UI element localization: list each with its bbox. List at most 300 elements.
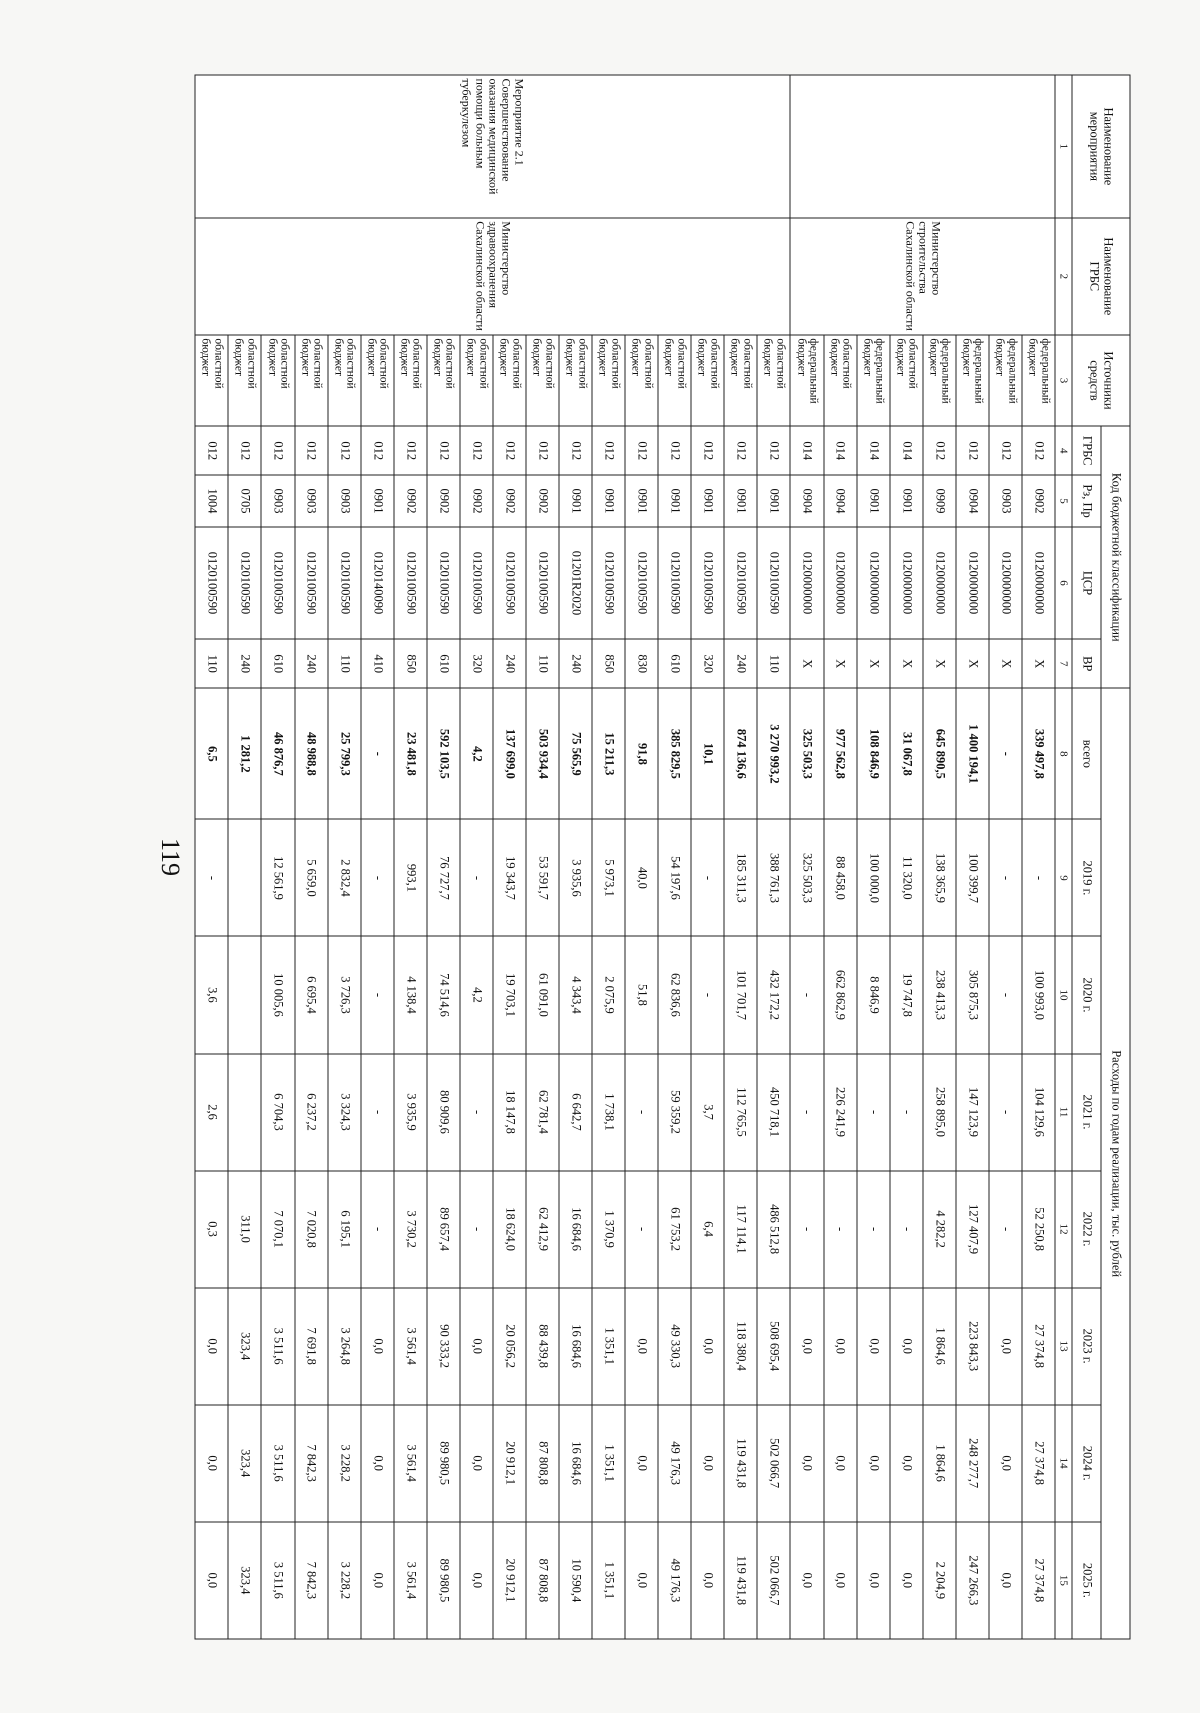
header-budget-code-group: Код бюджетной классификации [1101,426,1130,688]
total-cell: 23 481,8 [393,688,426,819]
vr-cell: X [1021,639,1054,688]
year-2025-cell: 0,0 [459,1521,492,1638]
year-2022-cell: - [856,1170,889,1287]
year-2025-cell: 3 228,2 [327,1521,360,1638]
year-2020-cell: 432 172,2 [757,936,790,1053]
csr-cell: 0120000000 [955,526,988,638]
year-2023-cell: 0,0 [360,1287,393,1404]
funding-source-cell: федеральный бюджет [790,334,823,425]
rzpr-cell: 0902 [426,475,459,527]
year-2025-cell: 1 351,1 [592,1521,625,1638]
year-2020-cell: - [360,936,393,1053]
year-2024-cell: 3 561,4 [393,1404,426,1521]
total-cell: 385 829,5 [658,688,691,819]
year-2025-cell: 0,0 [988,1521,1021,1638]
csr-cell: 0120000000 [922,526,955,638]
year-2024-cell: 248 277,7 [955,1404,988,1521]
year-2023-cell: 3 561,4 [393,1287,426,1404]
year-2019-cell: 88 458,0 [823,819,856,936]
header-vr: ВР [1072,639,1101,688]
year-2021-cell [228,1053,261,1170]
header-year: 2022 г. [1072,1170,1101,1287]
table-row [1021,75,1054,1639]
rzpr-cell: 0904 [955,475,988,527]
year-2025-cell: 87 808,8 [526,1521,559,1638]
year-2020-cell: - [691,936,724,1053]
vr-cell: X [823,639,856,688]
vr-cell: X [889,639,922,688]
year-2025-cell: 0,0 [691,1521,724,1638]
header-funding-source: Источники средств [1072,334,1130,425]
year-2021-cell: 62 781,4 [526,1053,559,1170]
funding-source-cell: областной бюджет [658,334,691,425]
rzpr-cell: 0904 [790,475,823,527]
year-2019-cell: 19 343,7 [492,819,525,936]
total-cell: - [988,688,1021,819]
vr-cell: 320 [459,639,492,688]
rzpr-cell: 0902 [393,475,426,527]
csr-cell: 0120100590 [195,526,228,638]
year-2023-cell: 0,0 [790,1287,823,1404]
year-2020-cell: 238 413,3 [922,936,955,1053]
csr-cell: 0120100590 [526,526,559,638]
activity-name-cell [790,75,1055,218]
csr-cell: 01201R2020 [559,526,592,638]
funding-source-cell: областной бюджет [261,334,294,425]
csr-cell: 0120100590 [261,526,294,638]
year-2025-cell: 0,0 [823,1521,856,1638]
page-number: 119 [156,837,185,876]
year-2019-cell: 3 935,6 [559,819,592,936]
column-number: 10 [1055,936,1072,1053]
csr-cell: 0120000000 [790,526,823,638]
vr-cell: 320 [691,639,724,688]
year-2023-cell: 0,0 [988,1287,1021,1404]
year-2022-cell: 127 407,9 [955,1170,988,1287]
grbs-code-cell: 012 [559,426,592,475]
activity-name-cell: Мероприятие 2.1 Совершенствование оказания медицинской помощи больным туберкулезом [195,75,791,218]
year-2022-cell: - [625,1170,658,1287]
csr-cell: 0120100590 [426,526,459,638]
year-2025-cell: 3 511,6 [261,1521,294,1638]
year-2025-cell: 7 842,3 [294,1521,327,1638]
year-2021-cell: 6 704,3 [261,1053,294,1170]
year-2019-cell: 5 659,0 [294,819,327,936]
total-cell: 503 934,4 [526,688,559,819]
grbs-code-cell: 012 [955,426,988,475]
column-number: 3 [1055,334,1072,425]
year-2023-cell: 3 264,8 [327,1287,360,1404]
year-2021-cell: - [856,1053,889,1170]
grbs-code-cell: 012 [757,426,790,475]
total-cell: 4,2 [459,688,492,819]
rzpr-cell: 0705 [228,475,261,527]
year-2023-cell: 3 511,6 [261,1287,294,1404]
funding-source-cell: федеральный бюджет [1021,334,1054,425]
year-2024-cell: 323,4 [228,1404,261,1521]
year-2022-cell: 18 624,0 [492,1170,525,1287]
year-2021-cell: 258 895,0 [922,1053,955,1170]
year-2022-cell: 7 020,8 [294,1170,327,1287]
vr-cell: 240 [559,639,592,688]
year-2019-cell: 12 561,9 [261,819,294,936]
header-year: 2025 г. [1072,1521,1101,1638]
year-2020-cell: 2 075,9 [592,936,625,1053]
year-2021-cell: 59 359,2 [658,1053,691,1170]
vr-cell: X [922,639,955,688]
year-2022-cell: - [988,1170,1021,1287]
column-number: 2 [1055,217,1072,334]
rzpr-cell: 0901 [889,475,922,527]
rzpr-cell: 0901 [559,475,592,527]
year-2021-cell: 3,7 [691,1053,724,1170]
year-2021-cell: - [459,1053,492,1170]
vr-cell: 830 [625,639,658,688]
year-2023-cell: 90 333,2 [426,1287,459,1404]
year-2025-cell: 89 980,5 [426,1521,459,1638]
year-2023-cell: 0,0 [195,1287,228,1404]
year-2019-cell: 2 832,4 [327,819,360,936]
total-cell: 1 400 194,1 [955,688,988,819]
year-2020-cell: 6 695,4 [294,936,327,1053]
year-2022-cell: 117 114,1 [724,1170,757,1287]
csr-cell: 0120000000 [889,526,922,638]
year-2019-cell: - [195,819,228,936]
csr-cell: 0120100590 [724,526,757,638]
rzpr-cell: 1004 [195,475,228,527]
total-cell: 325 503,3 [790,688,823,819]
vr-cell: 240 [724,639,757,688]
funding-source-cell: областной бюджет [426,334,459,425]
rzpr-cell: 0901 [856,475,889,527]
total-cell: 137 699,0 [492,688,525,819]
funding-source-cell: федеральный бюджет [988,334,1021,425]
year-2019-cell: 53 591,7 [526,819,559,936]
rzpr-cell: 0904 [823,475,856,527]
total-cell: 3 270 993,2 [757,688,790,819]
year-2025-cell: 0,0 [790,1521,823,1638]
vr-cell: 610 [261,639,294,688]
year-2023-cell: 16 684,6 [559,1287,592,1404]
year-2019-cell: 185 311,3 [724,819,757,936]
funding-source-cell: федеральный бюджет [856,334,889,425]
year-2021-cell: 3 935,9 [393,1053,426,1170]
year-2024-cell: 0,0 [625,1404,658,1521]
year-2025-cell: 0,0 [195,1521,228,1638]
year-2019-cell: 388 761,3 [757,819,790,936]
grbs-code-cell: 012 [261,426,294,475]
funding-source-cell: областной бюджет [757,334,790,425]
vr-cell: X [955,639,988,688]
year-2021-cell: 226 241,9 [823,1053,856,1170]
year-2024-cell: 0,0 [889,1404,922,1521]
year-2020-cell [228,936,261,1053]
year-2020-cell: - [790,936,823,1053]
vr-cell: 410 [360,639,393,688]
year-2019-cell: 5 973,1 [592,819,625,936]
vr-cell: 240 [228,639,261,688]
year-2023-cell: 118 380,4 [724,1287,757,1404]
year-2019-cell: - [988,819,1021,936]
csr-cell: 0120100590 [327,526,360,638]
funding-source-cell: федеральный бюджет [922,334,955,425]
grbs-code-cell: 012 [988,426,1021,475]
rzpr-cell: 0903 [261,475,294,527]
rzpr-cell: 0902 [1021,475,1054,527]
funding-source-cell: областной бюджет [889,334,922,425]
year-2021-cell: 18 147,8 [492,1053,525,1170]
year-2025-cell: 502 066,7 [757,1521,790,1638]
total-cell: 1 281,2 [228,688,261,819]
year-2020-cell: 62 836,6 [658,936,691,1053]
rzpr-cell: 0901 [724,475,757,527]
rzpr-cell: 0909 [922,475,955,527]
year-2020-cell: 100 993,0 [1021,936,1054,1053]
year-2025-cell: 0,0 [889,1521,922,1638]
grbs-code-cell: 012 [658,426,691,475]
funding-source-cell: областной бюджет [691,334,724,425]
year-2024-cell: 502 066,7 [757,1404,790,1521]
year-2020-cell: 662 862,9 [823,936,856,1053]
grbs-code-cell: 012 [922,426,955,475]
year-2024-cell: 0,0 [790,1404,823,1521]
year-2019-cell: - [1021,819,1054,936]
header-year: 2024 г. [1072,1404,1101,1521]
funding-source-cell: областной бюджет [592,334,625,425]
grbs-code-cell: 012 [592,426,625,475]
year-2024-cell: 119 431,8 [724,1404,757,1521]
funding-source-cell: областной бюджет [393,334,426,425]
year-2020-cell: 61 091,0 [526,936,559,1053]
rzpr-cell: 0901 [592,475,625,527]
total-cell: 25 799,3 [327,688,360,819]
vr-cell: X [856,639,889,688]
total-cell: 108 846,9 [856,688,889,819]
year-2022-cell: - [360,1170,393,1287]
year-2023-cell: 0,0 [625,1287,658,1404]
year-2019-cell: 100 000,0 [856,819,889,936]
funding-source-cell: федеральный бюджет [955,334,988,425]
total-cell: - [360,688,393,819]
header-csr: ЦСР [1072,526,1101,638]
grbs-name-cell: Министерство строительства Сахалинской области [790,217,1055,334]
year-2020-cell: 19 747,8 [889,936,922,1053]
grbs-code-cell: 012 [195,426,228,475]
funding-source-cell: областной бюджет [327,334,360,425]
year-2025-cell: 0,0 [625,1521,658,1638]
vr-cell: 610 [426,639,459,688]
vr-cell: 850 [393,639,426,688]
funding-source-cell: областной бюджет [294,334,327,425]
funding-source-cell: областной бюджет [228,334,261,425]
year-2022-cell: 6,4 [691,1170,724,1287]
csr-cell: 0120100590 [459,526,492,638]
year-2024-cell: 49 176,3 [658,1404,691,1521]
budget-table-container [194,74,1130,1639]
year-2024-cell: 3 228,2 [327,1404,360,1521]
funding-source-cell: областной бюджет [492,334,525,425]
year-2022-cell: - [459,1170,492,1287]
year-2021-cell: 2,6 [195,1053,228,1170]
column-number: 7 [1055,639,1072,688]
year-2022-cell: - [823,1170,856,1287]
funding-source-cell: областной бюджет [360,334,393,425]
year-2020-cell: 51,8 [625,936,658,1053]
grbs-code-cell: 012 [426,426,459,475]
grbs-code-cell: 012 [1021,426,1054,475]
year-2021-cell: 147 123,9 [955,1053,988,1170]
vr-cell: 850 [592,639,625,688]
year-2024-cell: 16 684,6 [559,1404,592,1521]
year-2022-cell: - [889,1170,922,1287]
funding-source-cell: областной бюджет [625,334,658,425]
rzpr-cell: 0901 [658,475,691,527]
year-2024-cell: 27 374,8 [1021,1404,1054,1521]
year-2022-cell: 7 070,1 [261,1170,294,1287]
total-cell: 15 211,3 [592,688,625,819]
grbs-code-cell: 012 [459,426,492,475]
year-2022-cell: 16 684,6 [559,1170,592,1287]
grbs-code-cell: 012 [691,426,724,475]
total-cell: 91,8 [625,688,658,819]
total-cell: 977 562,8 [823,688,856,819]
total-cell: 6,5 [195,688,228,819]
funding-source-cell: областной бюджет [823,334,856,425]
year-2019-cell: 325 503,3 [790,819,823,936]
total-cell: 31 067,8 [889,688,922,819]
year-2024-cell: 0,0 [823,1404,856,1521]
header-year: 2020 г. [1072,936,1101,1053]
year-2022-cell: 1 370,9 [592,1170,625,1287]
year-2024-cell: 7 842,3 [294,1404,327,1521]
vr-cell: 110 [327,639,360,688]
year-2021-cell: 80 909,6 [426,1053,459,1170]
vr-cell: 110 [526,639,559,688]
year-2019-cell: 40,0 [625,819,658,936]
header-year: 2019 г. [1072,819,1101,936]
year-2019-cell: - [360,819,393,936]
year-2023-cell: 7 691,8 [294,1287,327,1404]
total-cell: 10,1 [691,688,724,819]
year-2022-cell: 62 412,9 [526,1170,559,1287]
year-2024-cell: 0,0 [459,1404,492,1521]
year-2022-cell: 0,3 [195,1170,228,1287]
year-2024-cell: 0,0 [988,1404,1021,1521]
grbs-code-cell: 014 [823,426,856,475]
grbs-code-cell: 014 [790,426,823,475]
year-2025-cell: 3 561,4 [393,1521,426,1638]
year-2024-cell: 0,0 [691,1404,724,1521]
year-2025-cell: 2 204,9 [922,1521,955,1638]
year-2023-cell: 508 695,4 [757,1287,790,1404]
header-grbs-code: ГРБС [1072,426,1101,475]
year-2020-cell: 4,2 [459,936,492,1053]
total-cell: 645 890,5 [922,688,955,819]
grbs-code-cell: 012 [360,426,393,475]
year-2021-cell: - [988,1053,1021,1170]
vr-cell: 240 [492,639,525,688]
vr-cell: X [790,639,823,688]
year-2021-cell: 112 765,5 [724,1053,757,1170]
year-2025-cell: 323,4 [228,1521,261,1638]
rzpr-cell: 0903 [988,475,1021,527]
column-number: 8 [1055,688,1072,819]
year-2022-cell: 89 657,4 [426,1170,459,1287]
header-grbs-name: Наименование ГРБС [1072,217,1130,334]
year-2021-cell: - [889,1053,922,1170]
csr-cell: 0120100590 [757,526,790,638]
total-cell: 46 876,7 [261,688,294,819]
year-2020-cell: 305 875,3 [955,936,988,1053]
year-2021-cell: 6 642,7 [559,1053,592,1170]
year-2020-cell: 74 514,6 [426,936,459,1053]
column-number: 1 [1055,75,1072,218]
csr-cell: 0120000000 [1021,526,1054,638]
year-2023-cell: 0,0 [823,1287,856,1404]
year-2021-cell: - [790,1053,823,1170]
year-2021-cell: 104 129,6 [1021,1053,1054,1170]
year-2019-cell: 993,1 [393,819,426,936]
year-2022-cell: 486 512,8 [757,1170,790,1287]
year-2022-cell: - [790,1170,823,1287]
year-2025-cell: 0,0 [856,1521,889,1638]
grbs-code-cell: 012 [492,426,525,475]
year-2023-cell: 27 374,8 [1021,1287,1054,1404]
year-2025-cell: 0,0 [360,1521,393,1638]
year-2022-cell: 4 282,2 [922,1170,955,1287]
year-2022-cell: 61 753,2 [658,1170,691,1287]
vr-cell: 110 [195,639,228,688]
vr-cell: 240 [294,639,327,688]
year-2021-cell: 3 324,3 [327,1053,360,1170]
year-2024-cell: 0,0 [360,1404,393,1521]
year-2021-cell: - [625,1053,658,1170]
column-number: 11 [1055,1053,1072,1170]
year-2024-cell: 0,0 [856,1404,889,1521]
funding-source-cell: областной бюджет [459,334,492,425]
year-2022-cell: 52 250,8 [1021,1170,1054,1287]
column-number: 6 [1055,526,1072,638]
year-2025-cell: 247 266,3 [955,1521,988,1638]
grbs-code-cell: 012 [625,426,658,475]
header-total: всего [1072,688,1101,819]
grbs-code-cell: 014 [856,426,889,475]
total-cell: 75 565,9 [559,688,592,819]
column-number: 12 [1055,1170,1072,1287]
year-2024-cell: 20 912,1 [492,1404,525,1521]
year-2023-cell: 223 843,3 [955,1287,988,1404]
rzpr-cell: 0903 [327,475,360,527]
csr-cell: 0120100590 [294,526,327,638]
column-number: 15 [1055,1521,1072,1638]
funding-source-cell: областной бюджет [724,334,757,425]
year-2021-cell: 6 237,2 [294,1053,327,1170]
total-cell: 339 497,8 [1021,688,1054,819]
vr-cell: X [988,639,1021,688]
csr-cell: 0120100590 [228,526,261,638]
year-2019-cell: 11 320,0 [889,819,922,936]
header-rzpr: Рз, Пр [1072,475,1101,527]
column-number: 9 [1055,819,1072,936]
year-2023-cell: 1 351,1 [592,1287,625,1404]
year-2023-cell: 20 056,2 [492,1287,525,1404]
header-year: 2021 г. [1072,1053,1101,1170]
year-2020-cell: 10 005,6 [261,936,294,1053]
year-2025-cell: 119 431,8 [724,1521,757,1638]
rzpr-cell: 0902 [526,475,559,527]
year-2019-cell: 100 399,7 [955,819,988,936]
year-2020-cell: 4 343,4 [559,936,592,1053]
